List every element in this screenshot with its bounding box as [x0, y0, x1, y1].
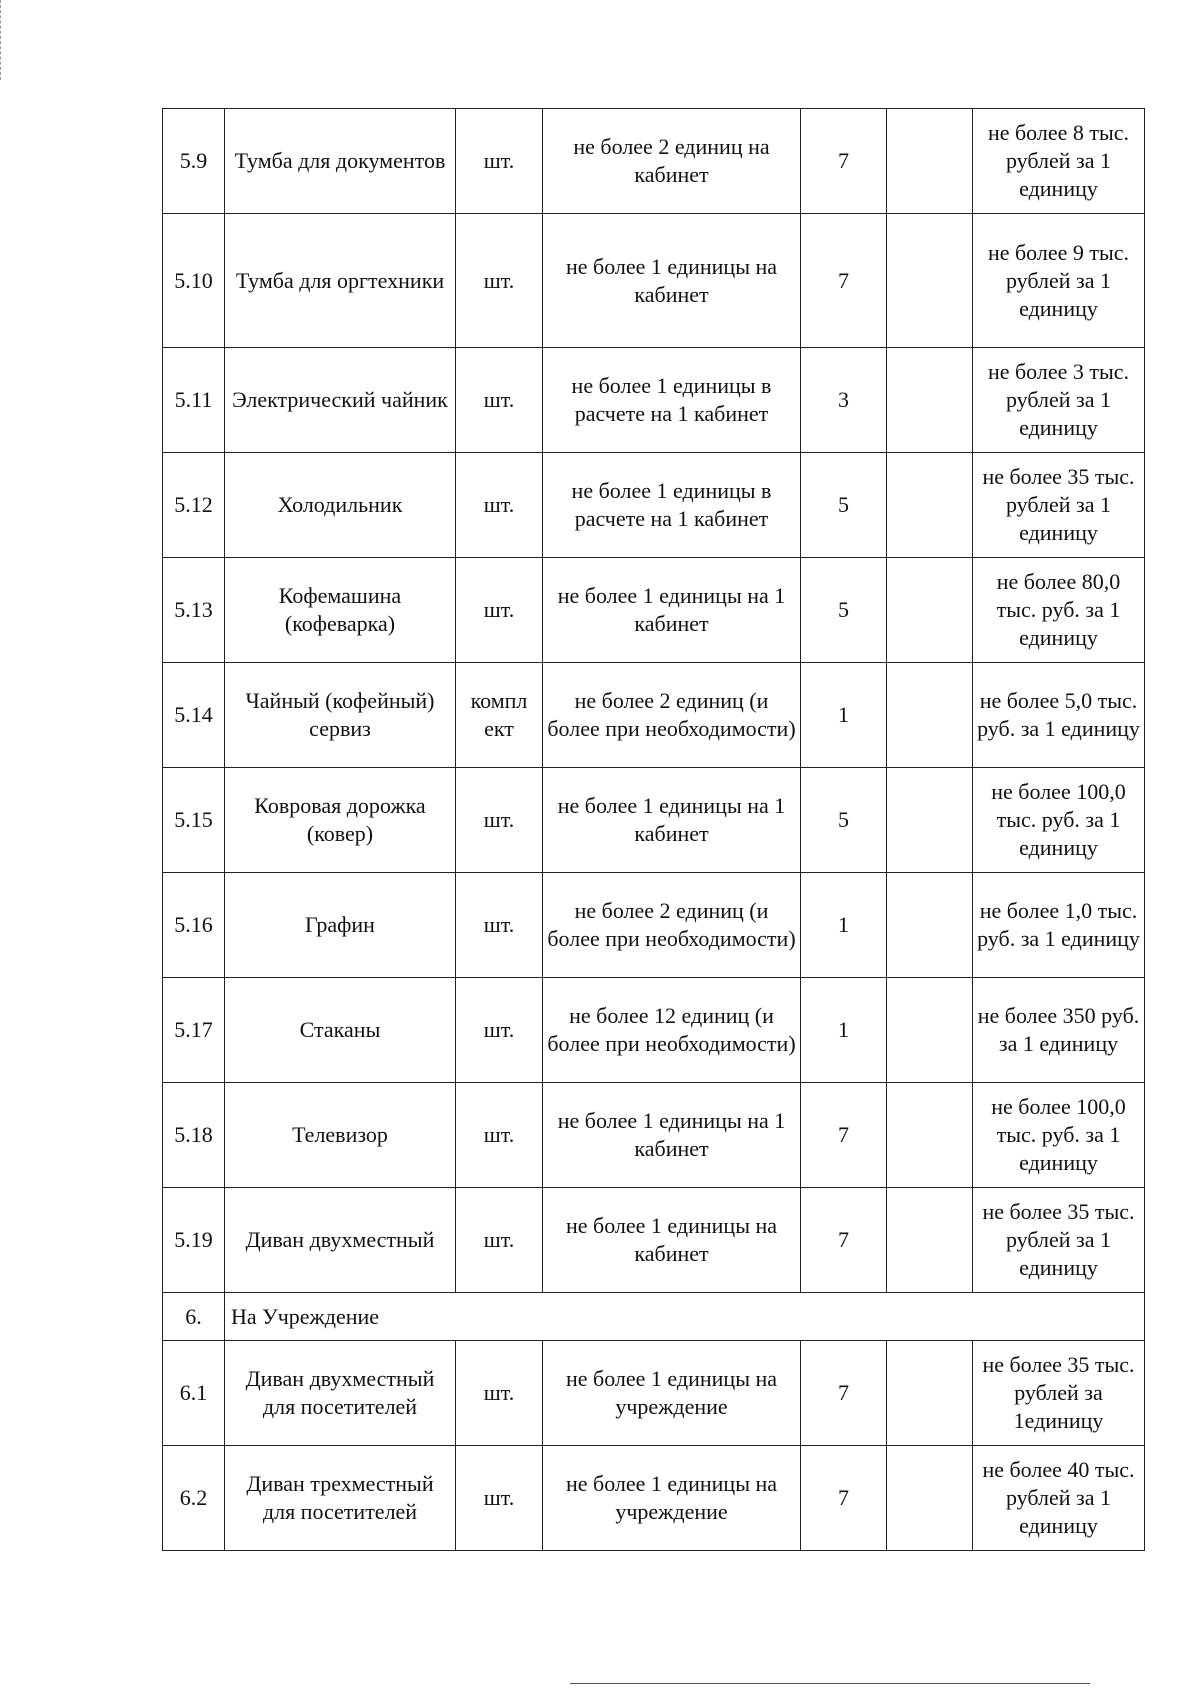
item-name: Чайный (кофейный) сервиз [225, 663, 456, 768]
scan-margin-mark [0, 0, 3, 80]
item-unit: шт. [456, 873, 543, 978]
item-term: 3 [801, 348, 887, 453]
section-title: На Учреждение [225, 1293, 1145, 1341]
item-price: не более 40 тыс. рублей за 1 единицу [973, 1446, 1145, 1551]
table-row [163, 558, 1145, 663]
item-empty-cell [887, 1446, 973, 1551]
item-term: 7 [801, 109, 887, 214]
item-quantity: не более 1 единицы на кабинет [543, 1188, 801, 1293]
item-name: Диван двухместный [225, 1188, 456, 1293]
item-price: не более 35 тыс. рублей за 1 единицу [973, 1188, 1145, 1293]
item-number: 6.1 [163, 1341, 225, 1446]
item-term: 7 [801, 1341, 887, 1446]
item-name: Графин [225, 873, 456, 978]
table-row [163, 1188, 1145, 1293]
table-row [163, 663, 1145, 768]
item-empty-cell [887, 109, 973, 214]
item-term: 5 [801, 768, 887, 873]
table-row [163, 873, 1145, 978]
item-unit: компл ект [456, 663, 543, 768]
item-number: 5.17 [163, 978, 225, 1083]
item-name: Ковровая дорожка (ковер) [225, 768, 456, 873]
item-quantity: не более 2 единиц (и более при необходимости) [543, 873, 801, 978]
table-row [163, 978, 1145, 1083]
item-number: 5.12 [163, 453, 225, 558]
item-price: не более 8 тыс. рублей за 1 единицу [973, 109, 1145, 214]
item-quantity: не более 12 единиц (и более при необходимости) [543, 978, 801, 1083]
table-row [163, 768, 1145, 873]
item-quantity: не более 1 единицы на учреждение [543, 1341, 801, 1446]
item-number: 5.14 [163, 663, 225, 768]
table-row [163, 453, 1145, 558]
item-price: не более 350 руб. за 1 единицу [973, 978, 1145, 1083]
item-unit: шт. [456, 1083, 543, 1188]
item-price: не более 1,0 тыс. руб. за 1 единицу [973, 873, 1145, 978]
item-number: 5.15 [163, 768, 225, 873]
item-price: не более 100,0 тыс. руб. за 1 единицу [973, 768, 1145, 873]
item-unit: шт. [456, 1446, 543, 1551]
section-row [163, 1293, 1145, 1341]
item-name: Электрический чайник [225, 348, 456, 453]
item-name: Кофемашина (кофеварка) [225, 558, 456, 663]
item-empty-cell [887, 978, 973, 1083]
item-term: 7 [801, 214, 887, 348]
item-term: 1 [801, 978, 887, 1083]
item-price: не более 35 тыс. рублей за 1единицу [973, 1341, 1145, 1446]
item-unit: шт. [456, 453, 543, 558]
table-row [163, 1446, 1145, 1551]
item-name: Тумба для документов [225, 109, 456, 214]
item-name: Диван трехместный для посетителей [225, 1446, 456, 1551]
item-empty-cell [887, 214, 973, 348]
item-empty-cell [887, 873, 973, 978]
item-name: Диван двухместный для посетителей [225, 1341, 456, 1446]
item-empty-cell [887, 663, 973, 768]
item-price: не более 9 тыс. рублей за 1 единицу [973, 214, 1145, 348]
item-price: не более 80,0 тыс. руб. за 1 единицу [973, 558, 1145, 663]
item-empty-cell [887, 1188, 973, 1293]
item-empty-cell [887, 1083, 973, 1188]
item-term: 1 [801, 663, 887, 768]
table-row [163, 214, 1145, 348]
table-row [163, 109, 1145, 214]
table-row [163, 348, 1145, 453]
scan-bottom-mark [570, 1683, 1090, 1684]
item-price: не более 5,0 тыс. руб. за 1 единицу [973, 663, 1145, 768]
item-term: 7 [801, 1446, 887, 1551]
item-unit: шт. [456, 768, 543, 873]
table-row [163, 1341, 1145, 1446]
item-quantity: не более 1 единицы в расчете на 1 кабинет [543, 453, 801, 558]
item-price: не более 100,0 тыс. руб. за 1 единицу [973, 1083, 1145, 1188]
item-price: не более 35 тыс. рублей за 1 единицу [973, 453, 1145, 558]
item-quantity: не более 2 единиц на кабинет [543, 109, 801, 214]
item-number: 5.13 [163, 558, 225, 663]
item-unit: шт. [456, 109, 543, 214]
item-price: не более 3 тыс. рублей за 1 единицу [973, 348, 1145, 453]
item-unit: шт. [456, 1341, 543, 1446]
item-unit: шт. [456, 214, 543, 348]
item-empty-cell [887, 453, 973, 558]
item-empty-cell [887, 768, 973, 873]
item-empty-cell [887, 1341, 973, 1446]
item-name: Стаканы [225, 978, 456, 1083]
item-quantity: не более 1 единицы в расчете на 1 кабинет [543, 348, 801, 453]
item-quantity: не более 1 единицы на учреждение [543, 1446, 801, 1551]
item-name: Тумба для оргтехники [225, 214, 456, 348]
item-number: 5.16 [163, 873, 225, 978]
item-name: Телевизор [225, 1083, 456, 1188]
item-quantity: не более 1 единицы на 1 кабинет [543, 768, 801, 873]
item-unit: шт. [456, 558, 543, 663]
norms-table [162, 108, 1145, 1551]
item-term: 7 [801, 1083, 887, 1188]
item-unit: шт. [456, 348, 543, 453]
table-row [163, 1083, 1145, 1188]
item-name: Холодильник [225, 453, 456, 558]
item-empty-cell [887, 558, 973, 663]
item-term: 1 [801, 873, 887, 978]
item-empty-cell [887, 348, 973, 453]
item-unit: шт. [456, 1188, 543, 1293]
item-term: 5 [801, 453, 887, 558]
item-number: 5.18 [163, 1083, 225, 1188]
item-quantity: не более 2 единиц (и более при необходимости) [543, 663, 801, 768]
item-quantity: не более 1 единицы на 1 кабинет [543, 558, 801, 663]
item-number: 5.19 [163, 1188, 225, 1293]
item-number: 5.9 [163, 109, 225, 214]
item-quantity: не более 1 единицы на 1 кабинет [543, 1083, 801, 1188]
item-quantity: не более 1 единицы на кабинет [543, 214, 801, 348]
item-number: 5.11 [163, 348, 225, 453]
item-number: 6.2 [163, 1446, 225, 1551]
item-number: 5.10 [163, 214, 225, 348]
item-term: 5 [801, 558, 887, 663]
section-number: 6. [163, 1293, 225, 1341]
item-term: 7 [801, 1188, 887, 1293]
item-unit: шт. [456, 978, 543, 1083]
